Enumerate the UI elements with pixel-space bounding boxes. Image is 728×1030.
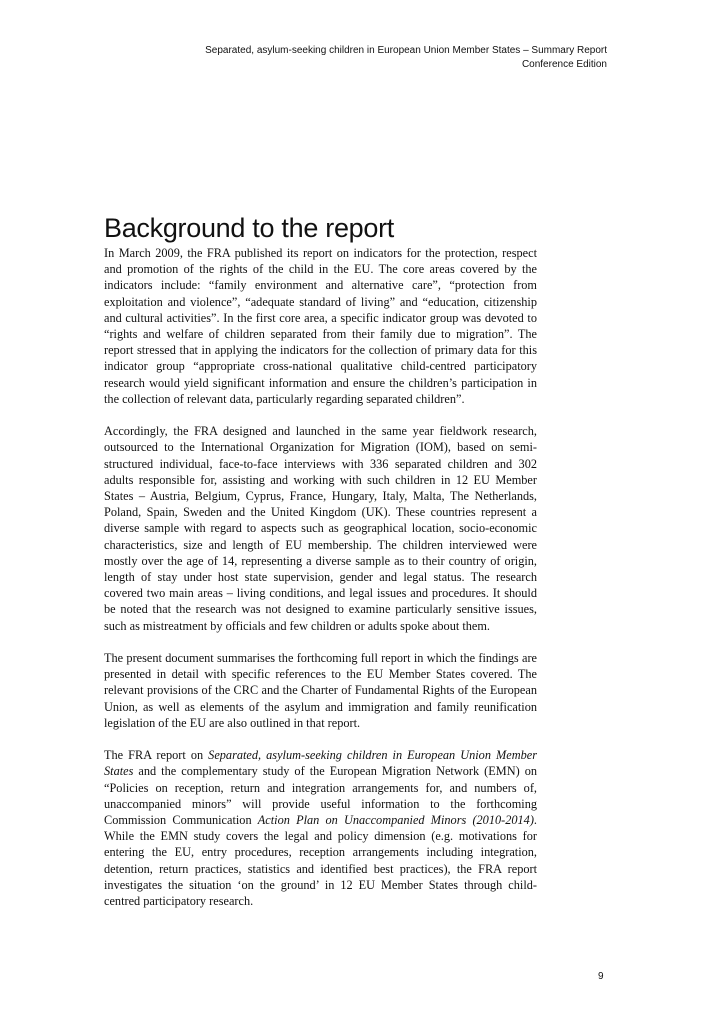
paragraph-2: Accordingly, the FRA designed and launched in the same year fieldwork research, outsourced to the International Organization for Migration (IOM), based on semi-structured individual, face-to-face interviews with 336 separated children and 302 adults responsible for, assisting and working with such children in 12 EU Member States – Austria, Belgium, Cyprus, France, Hungary, Italy, Malta, The Netherlands, Poland, Spain, Sweden and the United Kingdom (UK). These countries represent a diverse sample with regard to aspects such as geographical location, socio-economic characteristics, size and length of EU membership. The children interviewed were mostly over the age of 14, representing a diverse sample as to their country of origin, length of stay under host state supervision, gender and legal status. The research covered two main areas – living conditions, and legal issues and procedures. It should be noted that the research was not designed to examine particularly sensitive issues, such as mistreatment by officials and few children or adults spoke about them. (104, 424, 537, 633)
body-text (104, 245, 537, 925)
header-report-title: Separated, asylum-seeking children in European Union Member States – Summary Report (205, 45, 607, 56)
paragraph-4 (104, 747, 537, 909)
paragraph-4-text-c: and the complementary study of the European Migration Network (EMN) on “Policies on reception, return and integration arrangements for, and numbers of, unaccompanied minors” will provide useful information to the forthcoming Commission Communication (104, 764, 537, 828)
paragraph-4-action-plan-title: Action Plan on Unaccompanied Minors (2010-2014) (257, 813, 534, 828)
header-edition: Conference Edition (521, 59, 607, 70)
running-header (87, 44, 607, 72)
paragraph-4-report-title: Separated, asylum-seeking children in European Union Member States (104, 748, 537, 779)
page-number: 9 (598, 971, 604, 982)
paragraph-3: The present document summarises the forthcoming full report in which the findings are presented in detail with specific references to the EU Member States covered. The relevant provisions of the CRC and the Charter of Fundamental Rights of the European Union, as well as elements of the asylum and immigration and family reunification legislation of the EU are also outlined in that report. (104, 651, 537, 730)
section-title: Background to the report (104, 213, 394, 244)
paragraph-1: In March 2009, the FRA published its report on indicators for the protection, respect and promotion of the rights of the child in the EU. The core areas covered by the indicators include: “family environment and alternative care”, “protection from exploitation and violence”, “adequate standard of living” and “education, citizenship and cultural activities”. In the first core area, a specific indicator group was devoted to “rights and welfare of children separated from their family due to migration”. The report stressed that in applying the indicators for the collection of primary data for this indicator group “appropriate cross-national qualitative child-centred participatory research would yield significant information and ensure the children’s participation in the collection of relevant data, particularly regarding separated children”. (104, 246, 537, 406)
paragraph-4-text-a: The FRA report on (104, 748, 209, 763)
paragraph-4-text-e: . While the EMN study covers the legal and policy dimension (e.g. motivations for entering the EU, entry procedures, reception arrangements including integration, detention, return practices, statistics and identified best practices), the FRA report investigates the situation ‘on the ground’ in 12 EU Member States through child-centred participatory research. (104, 813, 537, 909)
